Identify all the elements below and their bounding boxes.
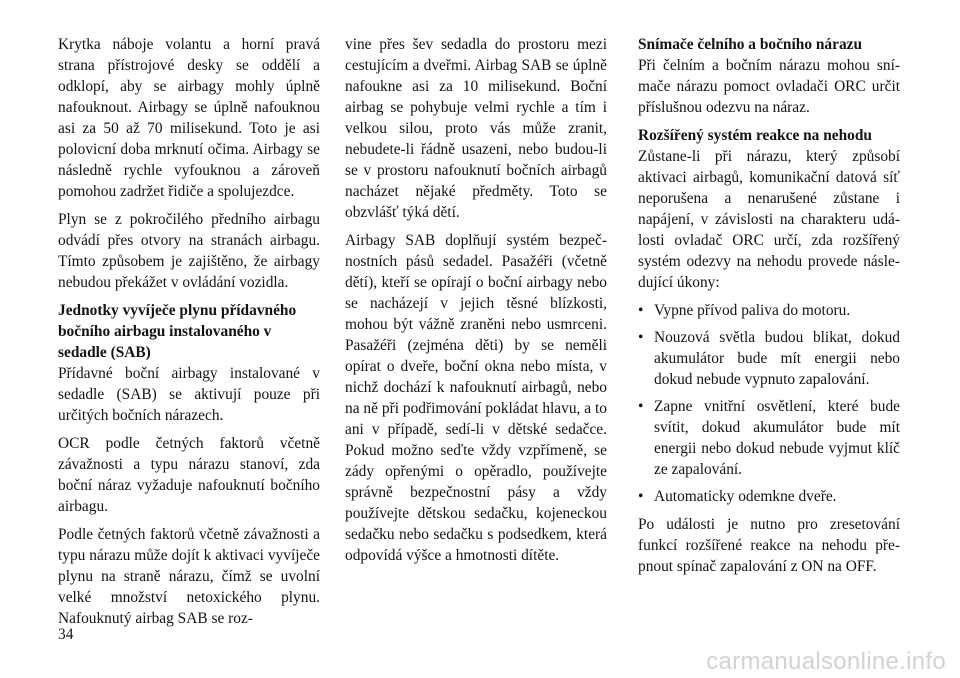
paragraph: Po události je nutno pro zresetování funkcí rozšířené reakce na nehodu přepnout spínač zapalování z ON na OFF. [638,516,900,575]
watermark: carmanualsonline.info [706,648,946,675]
paragraph: Při čelním a bočním nárazu mohou snímače nárazu pomoct ovladači ORC určit příslušnou odezvu na náraz. [638,57,900,116]
paragraph: Podle četných faktorů včetně závažnosti a typu nárazu může dojít k aktivaci vyvíječe plynu na straně nárazu, čímž se uvolní velké množství netoxického plynu. Nafouknutý airbag SAB se roz- [58,526,320,627]
paragraph: OCR podle četných faktorů včetně závažnosti a typu nárazu stanoví, zda boční náraz vyžaduje nafouknutí bočního airbagu. [58,435,320,515]
list-item: • Vypne přívod paliva do motoru. [638,300,900,321]
paragraph: Zůstane-li při nárazu, který způsobí aktivaci airbagů, komunikační datová síť neporušena a nenarušené zůstane i napájení, v závislosti na charakteru události ovladač ORC určí, zda rozšířený systém odezvy na nehodu provede následující úkony: [638,148,900,291]
section-heading: Jednotky vyvíječe plynu přídavného bočního airbagu instalovaného v sedadle (SAB) [58,302,297,361]
list-item: • Zapne vnitřní osvětlení, které bude svítit, dokud akumulátor bude mít energii nebo dokud nebude vyjmut klíč ze zapalování. [638,396,900,480]
list-item: • Nouzová světla budou blikat, dokud akumulátor bude mít energii nebo dokud nebude vypnuto zapalování. [638,327,900,390]
paragraph: Krytka náboje volantu a horní pravá strana přístrojové desky se oddělí a odklopí, aby se airbagy mohly úplně nafouknout. Airbagy se úplně nafouknou asi za 50 až 70 milisekund. Toto je asi polovicní doba mrknutí očima. Airbagy se následně rychle vyfouknou a zároveň pomohou zadržet řidiče a spolujezdce. [58,36,320,200]
bullet-list [638,300,900,507]
text-column-right [638,34,900,584]
section-heading: Rozšířený systém reakce na nehodu [638,127,872,144]
paragraph: Airbagy SAB doplňují systém bezpečnostních pásů sedadel. Pasažéři (včetně dětí), kteří se opírají o boční airbagy nebo se nacházejí v jejich těsné blízkosti, mohou být vážně zraněni nebo usmrceni. Pasažéři (zejména děti) by se neměli opírat o dveře, boční okna nebo místa, v nichž dochází k nafouknutí airbagů, nebo na ně při podřimování pokládat hlavu, a to ani v případě, sedí-li v dětské sedačce. Pokud možno seďte vždy vzpřímeně, se zády opřenými o opěradlo, používejte správně bezpečnostní pásy a vždy používejte dětskou sedačku, kojeneckou sedačku nebo sedačku s podsedkem, která odpovídá výšce a hmotnosti dítěte. [345,232,607,564]
text-column-left [58,34,320,636]
paragraph: vine přes šev sedadla do prostoru mezi cestujícím a dveřmi. Airbag SAB se úplně nafoukne asi za 10 milisekund. Boční airbag se pohybuje velmi rychle a tím i velkou silou, proto vás může zranit, nebudete-li řádně usazeni, nebo budou-li se v prostoru nafouknutí bočních airbagů nacházet nějaké předměty. Toto se obzvlášť týká dětí. [345,36,607,221]
list-item: • Automaticky odemkne dveře. [638,486,900,507]
section-heading: Snímače čelního a bočního nárazu [638,36,863,53]
page-number: 34 [58,626,74,643]
text-column-middle [345,34,607,573]
paragraph: Přídavné boční airbagy instalované v sedadle (SAB) se aktivují pouze při určitých bočních nárazech. [58,365,320,424]
paragraph: Plyn se z pokročilého předního airbagu odvádí přes otvory na stranách airbagu. Tímto způsobem je zajištěno, že airbagy nebudou překážet v ovládání vozidla. [58,211,320,291]
